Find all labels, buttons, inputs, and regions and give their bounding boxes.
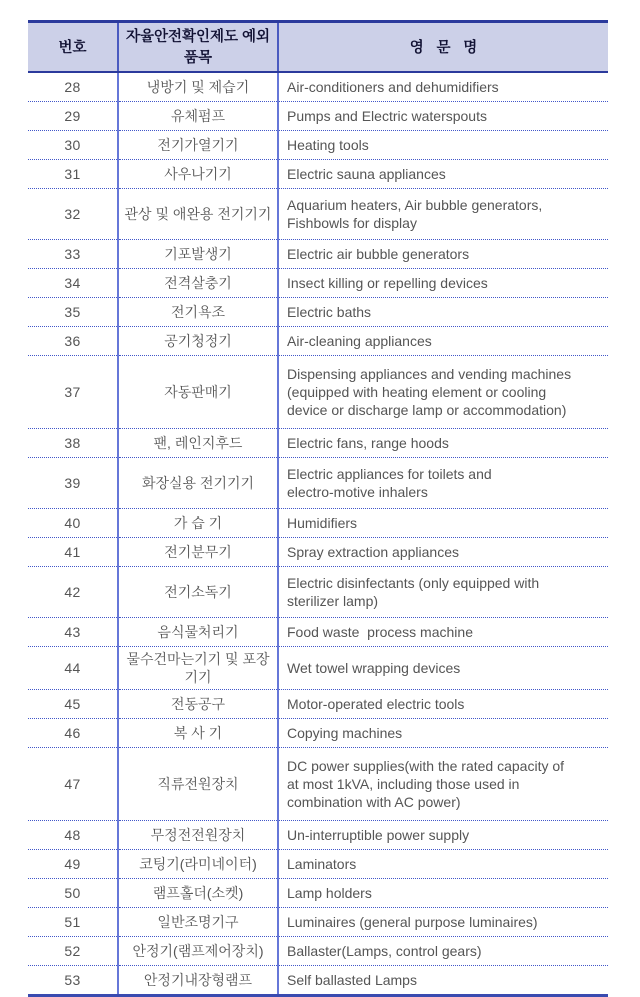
english-line: Electric fans, range hoods — [287, 434, 449, 451]
cell-english-name — [278, 327, 608, 356]
cell-korean-item: 유체펌프 — [118, 102, 278, 131]
table-row — [28, 821, 608, 850]
cell-korean-item: 전기분무기 — [118, 538, 278, 567]
cell-korean-item: 무정전전원장치 — [118, 821, 278, 850]
english-line: combination with AC power) — [287, 794, 461, 811]
cell-number: 36 — [28, 327, 118, 356]
english-line: Air-cleaning appliances — [287, 332, 432, 349]
table-row — [28, 748, 608, 821]
cell-english-name — [278, 908, 608, 937]
cell-english-name — [278, 538, 608, 567]
cell-korean-item: 안정기(램프제어장치) — [118, 937, 278, 966]
table-row — [28, 429, 608, 458]
cell-korean-item: 일반조명기구 — [118, 908, 278, 937]
cell-korean-item: 전기소독기 — [118, 567, 278, 618]
english-line: Air-conditioners and dehumidifiers — [287, 78, 499, 95]
english-line: Electric baths — [287, 303, 372, 320]
cell-number: 34 — [28, 269, 118, 298]
english-line: DC power supplies(with the rated capacity of — [287, 758, 565, 775]
cell-english-name — [278, 269, 608, 298]
cell-english-name — [278, 567, 608, 618]
table-row — [28, 937, 608, 966]
cell-number: 52 — [28, 937, 118, 966]
cell-korean-item: 전동공구 — [118, 690, 278, 719]
table-row — [28, 538, 608, 567]
cell-number: 45 — [28, 690, 118, 719]
cell-number: 32 — [28, 189, 118, 240]
english-line: Electric air bubble generators — [287, 245, 470, 262]
cell-korean-item: 관상 및 애완용 전기기기 — [118, 189, 278, 240]
table-row — [28, 567, 608, 618]
english-line: Electric disinfectants (only equipped with — [287, 574, 540, 591]
english-line: Aquarium heaters, Air bubble generators, — [287, 196, 543, 213]
column-header-english-name: 영 문 명 — [278, 22, 608, 73]
english-line: Spray extraction appliances — [287, 543, 459, 560]
cell-korean-item: 팬, 레인지후드 — [118, 429, 278, 458]
cell-english-name — [278, 72, 608, 102]
cell-number: 31 — [28, 160, 118, 189]
cell-number: 30 — [28, 131, 118, 160]
cell-english-name — [278, 966, 608, 996]
cell-english-name — [278, 748, 608, 821]
table-row — [28, 298, 608, 327]
english-line: Self ballasted Lamps — [287, 972, 417, 989]
cell-english-name — [278, 298, 608, 327]
table-header — [28, 22, 608, 73]
table-row — [28, 879, 608, 908]
cell-english-name — [278, 937, 608, 966]
cell-korean-item: 전격살충기 — [118, 269, 278, 298]
header-row — [28, 22, 608, 73]
cell-number: 49 — [28, 850, 118, 879]
english-line: Electric appliances for toilets and — [287, 465, 492, 482]
english-line: sterilizer lamp) — [287, 593, 379, 609]
english-line: Insect killing or repelling devices — [287, 274, 488, 291]
cell-number: 51 — [28, 908, 118, 937]
english-line: Un-interruptible power supply — [287, 827, 470, 844]
table-row — [28, 327, 608, 356]
cell-english-name — [278, 356, 608, 429]
cell-korean-item: 안정기내장형램프 — [118, 966, 278, 996]
table-row — [28, 850, 608, 879]
cell-number: 50 — [28, 879, 118, 908]
cell-number: 33 — [28, 240, 118, 269]
cell-korean-item: 냉방기 및 제습기 — [118, 72, 278, 102]
cell-english-name — [278, 429, 608, 458]
cell-number: 44 — [28, 647, 118, 690]
column-header-korean-item: 자율안전확인제도 예외품목 — [118, 22, 278, 73]
cell-korean-item: 사우나기기 — [118, 160, 278, 189]
table-row — [28, 240, 608, 269]
cell-english-name — [278, 240, 608, 269]
exemption-items-table — [28, 20, 608, 997]
english-line: Motor-operated electric tools — [287, 696, 465, 713]
english-line: Food waste process machine — [287, 623, 473, 640]
cell-number: 43 — [28, 618, 118, 647]
cell-number: 38 — [28, 429, 118, 458]
table-row — [28, 719, 608, 748]
english-line: Dispensing appliances and vending machines — [287, 365, 572, 382]
cell-korean-item: 음식물처리기 — [118, 618, 278, 647]
cell-english-name — [278, 821, 608, 850]
cell-number: 29 — [28, 102, 118, 131]
exemption-table-container — [28, 20, 608, 997]
cell-number: 35 — [28, 298, 118, 327]
cell-english-name — [278, 189, 608, 240]
cell-korean-item: 기포발생기 — [118, 240, 278, 269]
cell-korean-item: 가 습 기 — [118, 509, 278, 538]
cell-korean-item: 전기욕조 — [118, 298, 278, 327]
english-line: (equipped with heating element or cooling — [287, 383, 547, 400]
table-row — [28, 160, 608, 189]
english-line: Electric sauna appliances — [287, 165, 446, 182]
english-line: Copying machines — [287, 725, 403, 742]
english-line: at most 1kVA, including those used in — [287, 776, 520, 793]
cell-english-name — [278, 850, 608, 879]
cell-number: 53 — [28, 966, 118, 996]
table-row — [28, 966, 608, 996]
cell-number: 48 — [28, 821, 118, 850]
cell-english-name — [278, 160, 608, 189]
cell-english-name — [278, 618, 608, 647]
cell-number: 37 — [28, 356, 118, 429]
cell-english-name — [278, 719, 608, 748]
english-line: Humidifiers — [287, 514, 358, 531]
english-line: Ballaster(Lamps, control gears) — [287, 943, 482, 960]
table-row — [28, 690, 608, 719]
cell-number: 46 — [28, 719, 118, 748]
table-row — [28, 458, 608, 509]
table-body — [28, 72, 608, 996]
table-row — [28, 131, 608, 160]
cell-english-name — [278, 690, 608, 719]
table-row — [28, 102, 608, 131]
cell-korean-item: 램프홀더(소켓) — [118, 879, 278, 908]
cell-english-name — [278, 102, 608, 131]
cell-number: 41 — [28, 538, 118, 567]
english-line: Lamp holders — [287, 885, 372, 902]
cell-number: 40 — [28, 509, 118, 538]
cell-korean-item: 전기가열기기 — [118, 131, 278, 160]
cell-korean-item: 공기청정기 — [118, 327, 278, 356]
cell-english-name — [278, 458, 608, 509]
cell-number: 47 — [28, 748, 118, 821]
cell-number: 42 — [28, 567, 118, 618]
cell-number: 39 — [28, 458, 118, 509]
cell-english-name — [278, 879, 608, 908]
table-row — [28, 189, 608, 240]
cell-korean-item: 자동판매기 — [118, 356, 278, 429]
cell-korean-item: 복 사 기 — [118, 719, 278, 748]
table-row — [28, 908, 608, 937]
column-header-number: 번호 — [28, 22, 118, 73]
table-row — [28, 618, 608, 647]
table-row — [28, 356, 608, 429]
english-line: device or discharge lamp or accommodation) — [287, 402, 567, 419]
cell-korean-item: 직류전원장치 — [118, 748, 278, 821]
cell-english-name — [278, 509, 608, 538]
cell-korean-item: 물수건마는기기 및 포장기기 — [118, 647, 278, 690]
english-line: Heating tools — [287, 136, 369, 153]
table-row — [28, 72, 608, 102]
english-line: Pumps and Electric waterspouts — [287, 107, 487, 124]
table-row — [28, 509, 608, 538]
cell-number: 28 — [28, 72, 118, 102]
english-line: Fishbowls for display — [287, 215, 417, 231]
english-line: Luminaires (general purpose luminaires) — [287, 914, 538, 931]
table-row — [28, 647, 608, 690]
cell-korean-item: 코팅기(라미네이터) — [118, 850, 278, 879]
table-row — [28, 269, 608, 298]
english-line: electro-motive inhalers — [287, 484, 428, 500]
cell-english-name — [278, 647, 608, 690]
cell-english-name — [278, 131, 608, 160]
english-line: Wet towel wrapping devices — [287, 660, 461, 677]
english-line: Laminators — [287, 856, 357, 873]
cell-korean-item: 화장실용 전기기기 — [118, 458, 278, 509]
